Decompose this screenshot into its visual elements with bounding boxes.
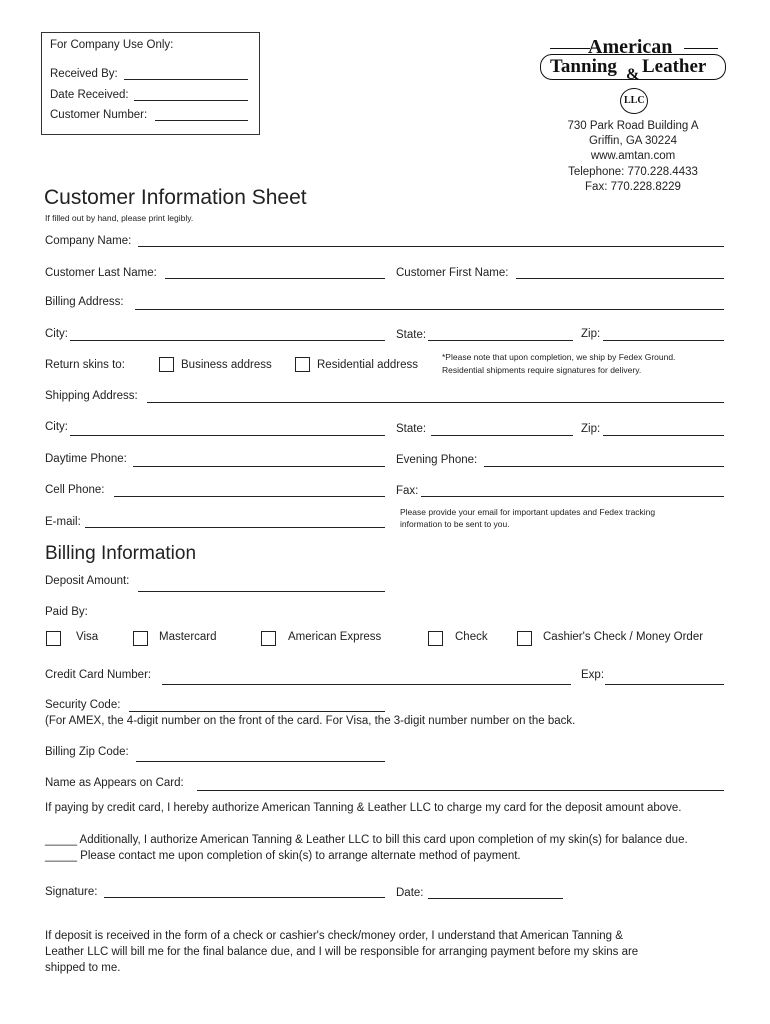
contact-address: 730 Park Road Building A <box>567 120 699 132</box>
mastercard-checkbox[interactable] <box>133 631 148 646</box>
check-label: Check <box>455 631 488 643</box>
deposit-amount-label: Deposit Amount: <box>45 575 130 587</box>
evening-phone-field[interactable] <box>484 466 724 467</box>
fedex-note-line1: *Please note that upon completion, we ship by Fedex Ground. <box>442 352 676 362</box>
zip-field[interactable] <box>603 340 724 341</box>
name-on-card-label: Name as Appears on Card: <box>45 777 184 789</box>
email-note-line1: Please provide your email for important updates and Fedex tracking <box>400 507 656 517</box>
logo-line2-right: Leather <box>642 56 707 77</box>
billing-zip-field[interactable] <box>136 761 385 762</box>
deposit-note-line3: shipped to me. <box>45 962 121 974</box>
page-subtitle: If filled out by hand, please print legibly. <box>45 213 194 223</box>
logo-llc: LLC <box>624 95 645 106</box>
business-address-checkbox[interactable] <box>159 357 174 372</box>
shipping-zip-field[interactable] <box>603 435 724 436</box>
billing-title: Billing Information <box>45 543 197 564</box>
name-on-card-field[interactable] <box>197 790 724 791</box>
last-name-label: Customer Last Name: <box>45 267 157 279</box>
deposit-note-line1: If deposit is received in the form of a check or cashier's check/money order, I understand that American Tanning & <box>45 930 623 942</box>
billing-address-label: Billing Address: <box>45 296 124 308</box>
shipping-state-field[interactable] <box>431 435 573 436</box>
email-field[interactable] <box>85 527 385 528</box>
paid-by-label: Paid By: <box>45 606 88 618</box>
amex-checkbox[interactable] <box>261 631 276 646</box>
credit-card-number-label: Credit Card Number: <box>45 669 152 681</box>
date-field[interactable] <box>428 898 563 899</box>
company-use-heading: For Company Use Only: <box>50 39 174 51</box>
contact-fax: Fax: 770.228.8229 <box>585 181 681 193</box>
signature-field[interactable] <box>104 897 385 898</box>
residential-address-checkbox[interactable] <box>295 357 310 372</box>
credit-card-number-field[interactable] <box>162 684 571 685</box>
email-note-line2: information to be sent to you. <box>400 519 510 529</box>
shipping-address-field[interactable] <box>147 402 724 403</box>
mastercard-label: Mastercard <box>159 631 217 643</box>
date-label: Date: <box>396 887 424 899</box>
fedex-note-line2: Residential shipments require signatures for delivery. <box>442 365 642 375</box>
fax-field[interactable] <box>421 496 724 497</box>
exp-field[interactable] <box>605 684 724 685</box>
daytime-phone-field[interactable] <box>133 466 385 467</box>
state-label: State: <box>396 329 427 341</box>
date-received-label: Date Received: <box>50 89 129 101</box>
exp-label: Exp: <box>581 669 605 681</box>
shipping-city-label: City: <box>45 421 68 433</box>
city-field[interactable] <box>70 340 385 341</box>
logo-ampersand: & <box>626 66 640 83</box>
state-field[interactable] <box>428 340 573 341</box>
signature-label: Signature: <box>45 886 98 898</box>
company-name-label: Company Name: <box>45 235 132 247</box>
contact-telephone: Telephone: 770.228.4433 <box>568 166 698 178</box>
logo-line2-left: Tanning <box>550 56 617 77</box>
zip-label: Zip: <box>581 328 601 340</box>
security-code-label: Security Code: <box>45 699 121 711</box>
billing-zip-label: Billing Zip Code: <box>45 746 129 758</box>
company-logo <box>540 34 726 118</box>
email-label: E-mail: <box>45 516 81 528</box>
contact-me-option[interactable]: _____ Please contact me upon completion of skin(s) to arrange alternate method of payment. <box>45 850 521 862</box>
customer-number-field[interactable] <box>155 120 248 121</box>
cell-phone-label: Cell Phone: <box>45 484 105 496</box>
first-name-label: Customer First Name: <box>396 267 509 279</box>
company-name-field[interactable] <box>138 246 724 247</box>
security-code-note: (For AMEX, the 4-digit number on the front of the card. For Visa, the 3-digit number number on the back. <box>45 715 576 727</box>
shipping-state-label: State: <box>396 423 427 435</box>
residential-address-label: Residential address <box>317 359 419 371</box>
visa-checkbox[interactable] <box>46 631 61 646</box>
fax-label: Fax: <box>396 485 419 497</box>
deposit-amount-field[interactable] <box>138 591 385 592</box>
shipping-zip-label: Zip: <box>581 423 601 435</box>
daytime-phone-label: Daytime Phone: <box>45 453 127 465</box>
last-name-field[interactable] <box>165 278 385 279</box>
cell-phone-field[interactable] <box>114 496 385 497</box>
evening-phone-label: Evening Phone: <box>396 454 478 466</box>
amex-label: American Express <box>288 631 382 643</box>
shipping-city-field[interactable] <box>70 435 385 436</box>
city-label: City: <box>45 328 68 340</box>
received-by-label: Received By: <box>50 68 118 80</box>
deposit-note-line2: Leather LLC will bill me for the final balance due, and I will be responsible for arranging payment before my skins are <box>45 946 639 958</box>
shipping-address-label: Shipping Address: <box>45 390 138 402</box>
billing-address-field[interactable] <box>135 309 724 310</box>
business-address-label: Business address <box>181 359 272 371</box>
customer-number-label: Customer Number: <box>50 109 148 121</box>
logo-line1: American <box>588 36 673 58</box>
contact-city: Griffin, GA 30224 <box>588 135 677 147</box>
cashiers-check-checkbox[interactable] <box>517 631 532 646</box>
date-received-field[interactable] <box>134 100 248 101</box>
authorize-statement: If paying by credit card, I hereby authorize American Tanning & Leather LLC to charge my card for the deposit amount above. <box>45 802 682 814</box>
visa-label: Visa <box>76 631 99 643</box>
check-checkbox[interactable] <box>428 631 443 646</box>
first-name-field[interactable] <box>516 278 724 279</box>
return-skins-label: Return skins to: <box>45 359 125 371</box>
page-title: Customer Information Sheet <box>44 186 307 209</box>
security-code-field[interactable] <box>129 711 385 712</box>
additionally-authorize-option[interactable]: _____ Additionally, I authorize American Tanning & Leather LLC to bill this card upon completion of my skin(s) for balance due. <box>45 834 688 846</box>
contact-website: www.amtan.com <box>590 150 676 162</box>
received-by-field[interactable] <box>124 79 248 80</box>
cashiers-check-label: Cashier's Check / Money Order <box>543 631 704 643</box>
